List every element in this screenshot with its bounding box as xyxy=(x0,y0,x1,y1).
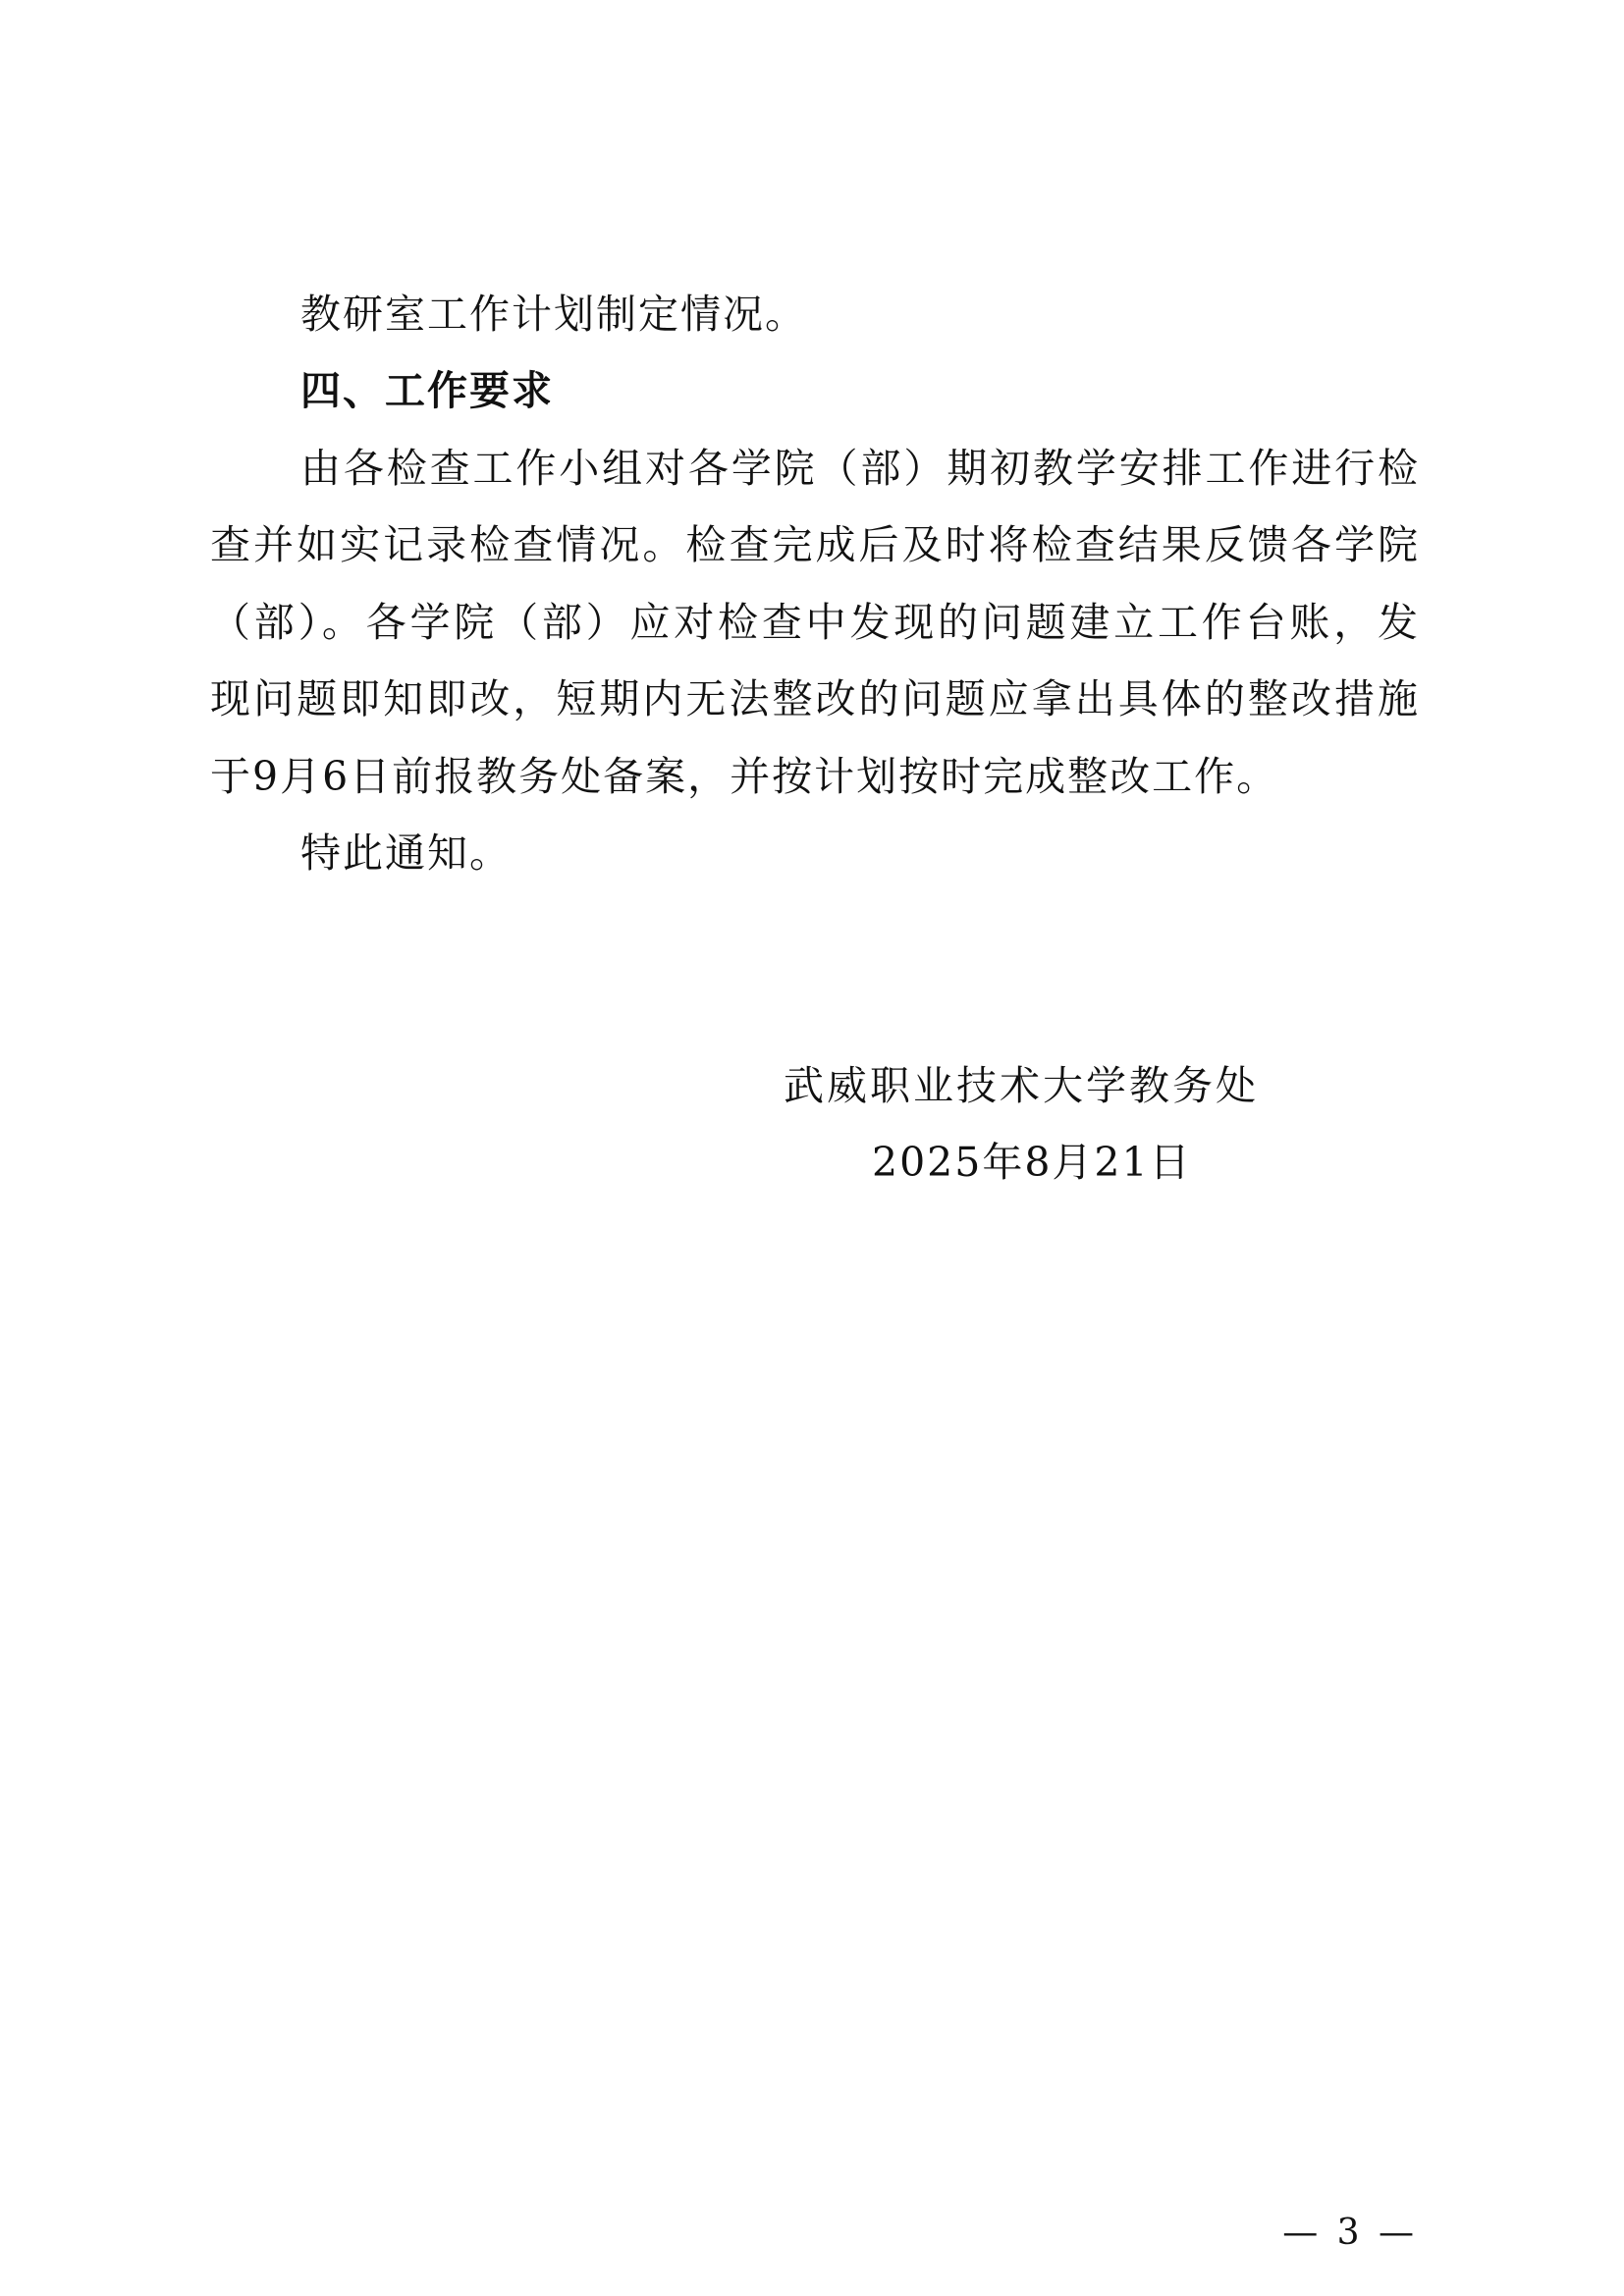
body-line: 由各检查工作小组对各学院（部）期初教学安排工作进行检 xyxy=(300,445,1420,492)
issue-date: 2025年8月21日 xyxy=(872,1139,1192,1186)
body-line: 现问题即知即改，短期内无法整改的问题应拿出具体的整改措施 xyxy=(210,675,1420,722)
body-line: （部）。各学院（部）应对检查中发现的问题建立工作台账，发 xyxy=(210,599,1420,646)
issuer-signature: 武威职业技术大学教务处 xyxy=(784,1062,1259,1109)
continued-item-text: 教研室工作计划制定情况。 xyxy=(300,291,807,338)
closing-text: 特此通知。 xyxy=(300,829,512,877)
body-line: 于9月6日前报教务处备案，并按计划按时完成整改工作。 xyxy=(210,753,1279,800)
body-line: 查并如实记录检查情况。检查完成后及时将检查结果反馈各学院 xyxy=(210,521,1420,568)
page-number: — 3 — xyxy=(1282,2213,1418,2253)
section-heading: 四、工作要求 xyxy=(300,367,554,414)
